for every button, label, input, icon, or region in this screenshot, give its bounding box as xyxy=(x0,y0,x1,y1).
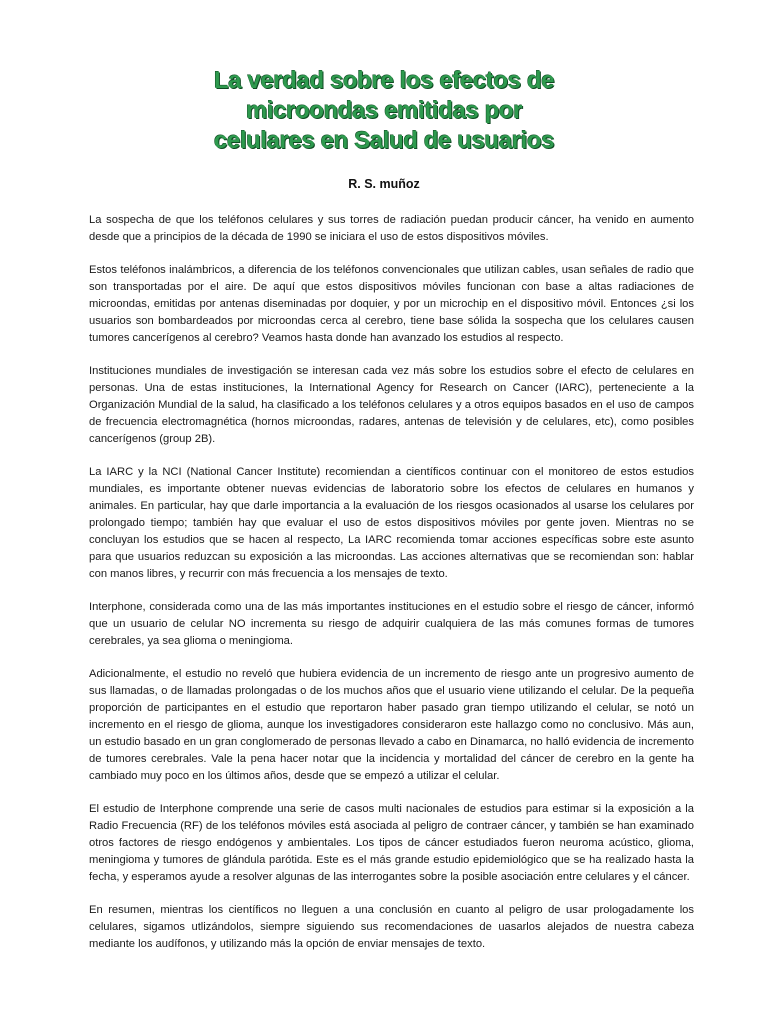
paragraph-iarc-nci: La IARC y la NCI (National Cancer Institute) recomiendan a científicos continuar con el monitoreo de estos estudios mundiales, es importante obtener nuevas evidencias de laboratorio sobre los efectos de celulares en humanos y animales. En particular, hay que darle importancia a la evaluación de los riesgos ocasionados al usarse los celulares por prolongado tiempo; también hay que evaluar el uso de estos dispositivos móviles por gente joven. Mientras no se concluyan los estudios que se hacen al respecto, La IARC recomienda tomar acciones específicas sobre este asunto para que usuarios reduzcan su exposición a las microondas. Las acciones alternativas que se recomiendan son: hablar con manos libres, y recurrir con más frecuencia a los mensajes de texto. xyxy=(89,466,694,580)
paragraph-wireless-phones: Estos teléfonos inalámbricos, a diferencia de los teléfonos convencionales que utilizan cables, usan señales de radio que son transportadas por el aire. De aquí que estos dispositivos móviles funcionan con base a altas radiaciones de microondas, emitidas por antenas diseminadas por doquier, y por un microchip en el dispositivo móvil. Entonces ¿si los usuarios son bombardeados por microondas cerca al cerebro, tiene base sólida la sospecha que los celulares causen tumores cancerígenos al cerebro? Veamos hasta donde han avanzado los estudios al respecto. xyxy=(89,264,694,344)
document-title xyxy=(0,66,768,156)
paragraph-interphone: Interphone, considerada como una de las más importantes instituciones en el estudio sobre el riesgo de cáncer, informó que un usuario de celular NO incrementa su riesgo de adquirir cualquiera de las más comunes formas de tumores cerebrales, ya sea glioma o meningioma. xyxy=(89,601,694,648)
paragraph-additionally: Adicionalmente, el estudio no reveló que hubiera evidencia de un incremento de riesgo ante un progresivo aumento de sus llamadas, o de llamadas prolongadas o de los muchos años que el usuario viene utilizando el celular. De la pequeña proporción de participantes en el estudio que reportaron haber pasado gran tiempo utilizando el celular, se notó un incremento en el riesgo de glioma, aunque los investigadores consideraron este hallazgo como no conclusivo. Más aun, un estudio basado en un gran conglomerado de personas llevado a cabo en Dinamarca, no halló evidencia de incremento de tumores cerebrales. Vale la pena hacer notar que la incidencia y mortalidad del cáncer de cerebro en la gente ha cambiado muy poco en los últimos años, desde que se empezó a utilizar el celular. xyxy=(89,668,694,782)
author-name: R. S. muñoz xyxy=(348,177,420,191)
paragraph-intro: La sospecha de que los teléfonos celulares y sus torres de radiación puedan producir cáncer, ha venido en aumento desde que a principios de la década de 1990 se iniciara el uso de estos dispositivos móviles. xyxy=(89,214,694,243)
document-body xyxy=(89,212,694,970)
paragraph-interphone-study: El estudio de Interphone comprende una serie de casos multi nacionales de estudios para estimar si la exposición a la Radio Frecuencia (RF) de los teléfonos móviles está asociada al peligro de contraer cáncer, y también se han examinado otros factores de riesgo endógenos y ambientales. Los tipos de cáncer estudiados fueron neuroma acústico, glioma, meningioma y tumores de glándula parótida. Este es el más grande estudio epidemiológico que se ha realizado hasta la fecha, y esperamos ayude a resolver algunas de las interrogantes sobre la posible asociación entre celulares y el cáncer. xyxy=(89,803,694,883)
title-line-3: celulares en Salud de usuarios xyxy=(213,127,555,154)
paragraph-summary: En resumen, mientras los científicos no lleguen a una conclusión en cuanto al peligro de usar prologadamente los celulares, sigamos utlizándolos, siempre siguiendo sus recomendaciones de uasarlos alejados de nuestra cabeza mediante los audífonos, y utilizando más la opción de enviar mensajes de texto. xyxy=(89,904,694,951)
title-line-2: microondas emitidas por xyxy=(245,97,523,124)
title-line-1: La verdad sobre los efectos de xyxy=(213,67,555,94)
paragraph-institutions: Instituciones mundiales de investigación se interesan cada vez más sobre los estudios sobre el efecto de celulares en personas. Una de estas instituciones, la International Agency for Research on Cancer (IARC), perteneciente a la Organización Mundial de la salud, ha clasificado a los teléfonos celulares y a otros equipos basados en el uso de campos de frecuencia electromagnética (hornos microondas, radares, antenas de televisión y de celulares, etc), como posibles cancerígenos (group 2B). xyxy=(89,365,694,445)
